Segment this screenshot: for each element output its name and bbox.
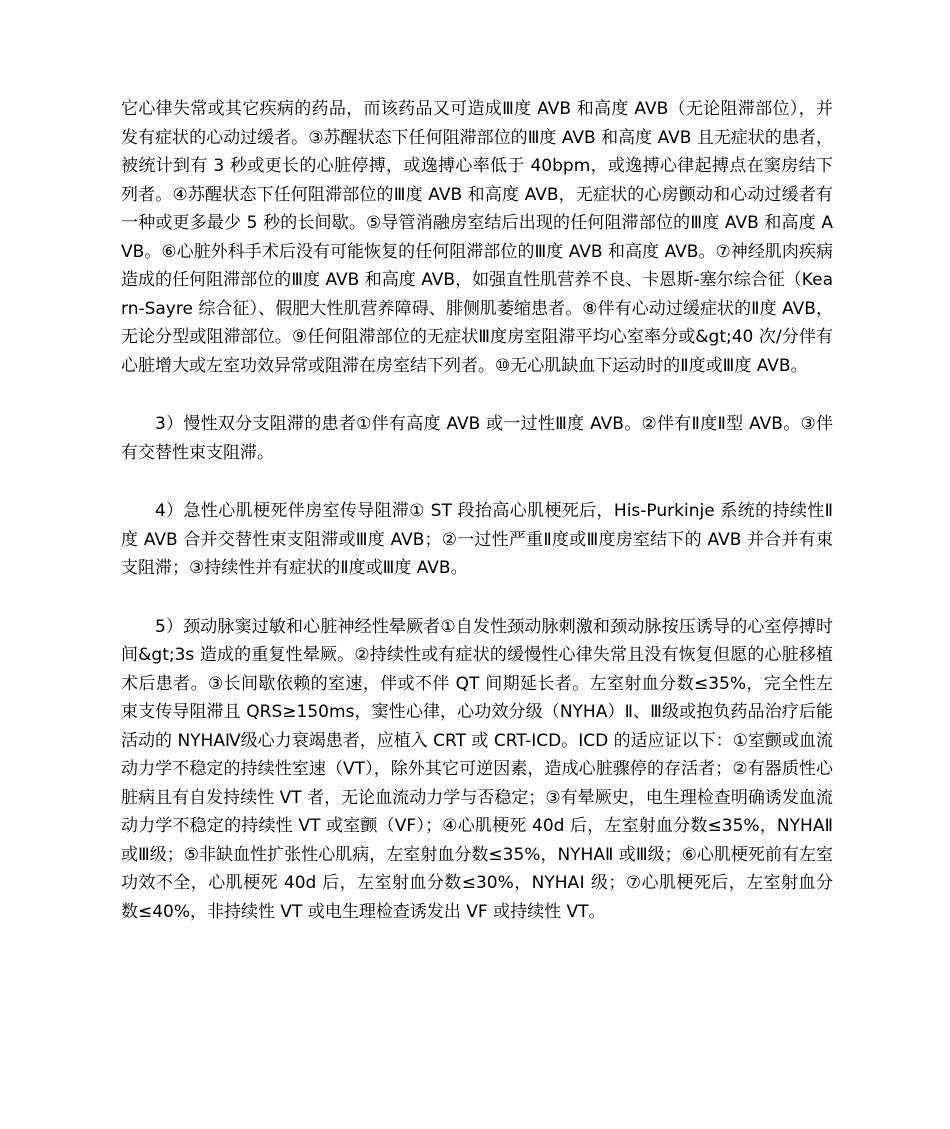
paragraph-3: 4）急性心肌梗死伴房室传导阻滞① ST 段抬高心肌梗死后，His-Purkinje 系统的持续性Ⅱ度 AVB 合并交替性束支阻滞或Ⅲ度 AVB；②一过性严重Ⅱ度或Ⅲ度房室结下的 AVB 并合并有束支阻滞；③持续性并有症状的Ⅱ度或Ⅲ度 AVB。	[121, 501, 833, 578]
paragraph-2: 3）慢性双分支阻滞的患者①伴有高度 AVB 或一过性Ⅲ度 AVB。②伴有Ⅱ度Ⅱ型 AVB。③伴有交替性束支阻滞。	[121, 414, 833, 463]
paragraph-4: 5）颈动脉窦过敏和心脏神经性晕厥者①自发性颈动脉刺激和颈动脉按压诱导的心室停搏时间&gt;3s 造成的重复性晕厥。②持续性或有症状的缓慢性心律失常且没有恢复但愿的心脏移植术后患者。③长间歇依赖的室速，伴或不伴 QT 间期延长者。左室射血分数≤35%，完全性左束支传导阻滞且 QRS≥150ms，窦性心律，心功效分级（NYHA）Ⅱ、Ⅲ级或抱负药品治疗后能活动的 NYHAⅣ级心力衰竭患者，应植入 CRT 或 CRT-ICD。ICD 的适应证以下：①室颤或血流动力学不稳定的持续性室速（VT），除外其它可逆因素，造成心脏骤停的存活者；②有器质性心脏病且有自发持续性 VT 者，无论血流动力学与否稳定；③有晕厥史，电生理检查明确诱发血流动力学不稳定的持续性 VT 或室颤（VF）；④心肌梗死 40d 后，左室射血分数≤35%，NYHAⅡ 或Ⅲ级；⑤非缺血性扩张性心肌病，左室射血分数≤35%，NYHAⅡ 或Ⅲ级；⑥心肌梗死前有左室功效不全，心肌梗死 40d 后，左室射血分数≤30%，NYHAⅠ 级；⑦心肌梗死后，左室射血分数≤40%，非持续性 VT 或电生理检查诱发出 VF 或持续性 VT。	[121, 616, 833, 922]
paragraph-gap	[121, 380, 833, 410]
paragraph-gap	[121, 467, 833, 497]
document-page	[121, 95, 833, 926]
paragraph-1: 它心律失常或其它疾病的药品，而该药品又可造成Ⅲ度 AVB 和高度 AVB（无论阻滞部位），并发有症状的心动过缓者。③苏醒状态下任何阻滞部位的Ⅲ度 AVB 和高度 AVB 且无症状的患者，被统计到有 3 秒或更长的心脏停搏，或逸搏心率低于 40bpm，或逸搏心律起搏点在窦房结下列者。④苏醒状态下任何阻滞部位的Ⅲ度 AVB 和高度 AVB，无症状的心房颤动和心动过缓者有一种或更多最少 5 秒的长间歇。⑤导管消融房室结后出现的任何阻滞部位的Ⅲ度 AVB 和高度 AVB。⑥心脏外科手术后没有可能恢复的任何阻滞部位的Ⅲ度 AVB 和高度 AVB。⑦神经肌肉疾病造成的任何阻滞部位的Ⅲ度 AVB 和高度 AVB，如强直性肌营养不良、卡恩斯-塞尔综合征（Kearn-Sayre 综合征）、假肥大性肌营养障碍、腓侧肌萎缩患者。⑧伴有心动过缓症状的Ⅱ度 AVB，无论分型或阻滞部位。⑨任何阻滞部位的无症状Ⅲ度房室阻滞平均心室率分或&gt;40 次/分伴有心脏增大或左室功效异常或阻滞在房室结下列者。⑩无心肌缺血下运动时的Ⅱ度或Ⅲ度 AVB。	[121, 99, 833, 376]
paragraph-gap	[121, 583, 833, 613]
